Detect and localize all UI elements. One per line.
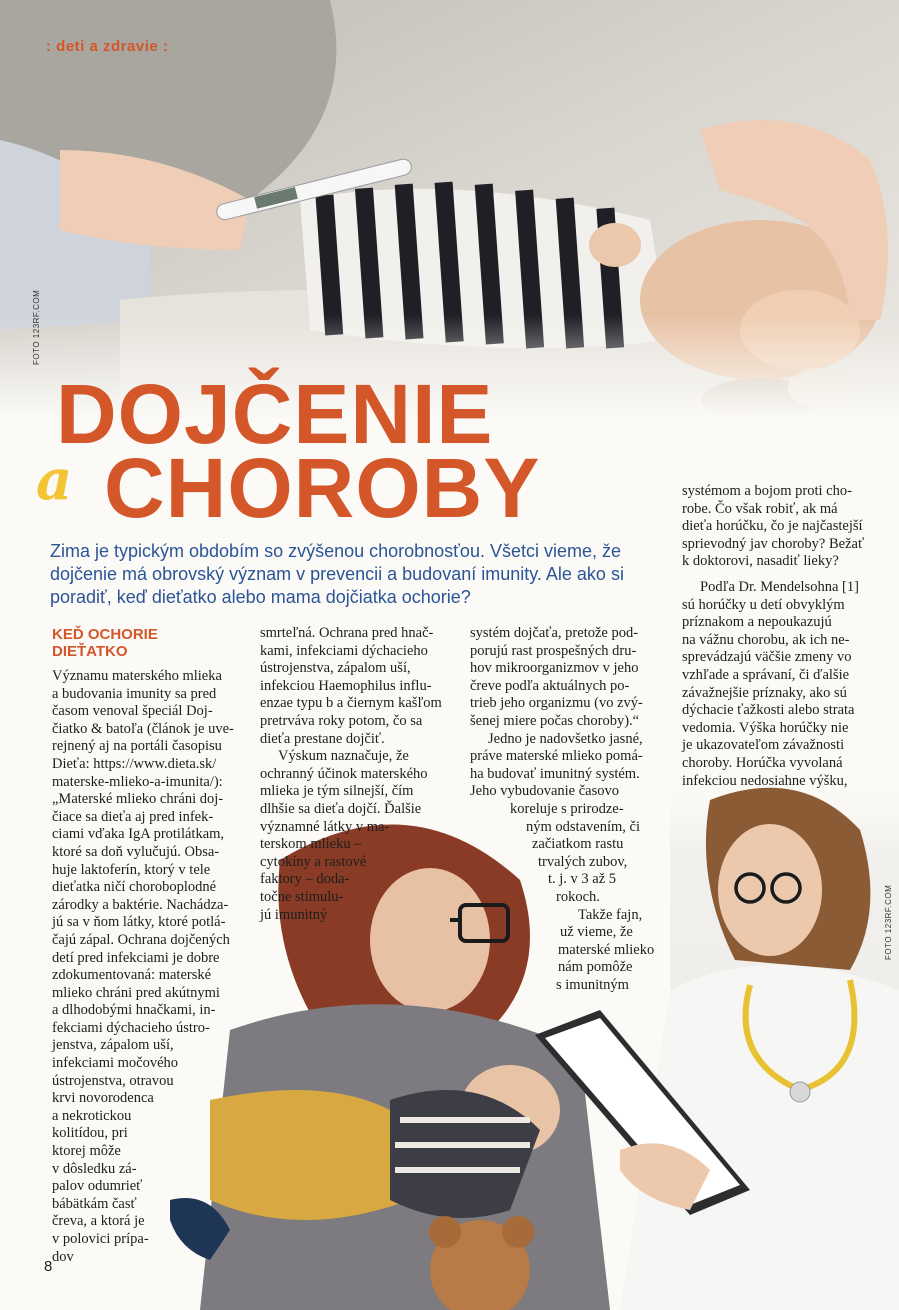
text-line: dieťa horúčku, čo je najčastejší bbox=[682, 518, 863, 535]
hero-photo-sick-baby bbox=[0, 0, 899, 420]
text-line: infekciou nedosiahne výšku, bbox=[682, 772, 848, 789]
text-line: kami, infekciami dýchacieho bbox=[260, 642, 428, 659]
text-line: materské mlieko bbox=[558, 941, 655, 958]
text-line: Významu materského mlieka bbox=[52, 668, 222, 684]
text-line: detí pred infekciami je dobre bbox=[52, 949, 220, 966]
text-line: Dieťa: https://www.dieta.sk/ bbox=[52, 755, 217, 772]
text-line: a budovania imunity sa pred bbox=[52, 685, 217, 702]
text-line: ústrojenstva, zápalom uší, bbox=[260, 660, 411, 677]
subheading-line-2: DIEŤATKO bbox=[52, 643, 128, 660]
text-line: a dlhodobými hnačkami, in- bbox=[52, 1002, 216, 1019]
text-line: ústrojenstva, otravou bbox=[52, 1072, 174, 1089]
text-line: bábätkám časť bbox=[52, 1195, 137, 1212]
text-line: dlhšie sa dieťa dojčí. Ďalšie bbox=[260, 800, 422, 817]
page-number: 8 bbox=[44, 1258, 53, 1275]
lead-paragraph bbox=[50, 540, 662, 609]
text-line: jú imunitný bbox=[260, 906, 328, 923]
text-line: časom venoval špeciál Doj- bbox=[52, 703, 213, 720]
text-line: Jeho vybudovanie časovo bbox=[470, 783, 619, 800]
subheading bbox=[52, 626, 158, 660]
article-column-3 bbox=[470, 625, 665, 994]
text-line: šenej miere počas choroby).“ bbox=[470, 712, 640, 729]
text-line: sú horúčky u detí obvyklým bbox=[682, 596, 845, 613]
text-line: v polovici prípa- bbox=[52, 1231, 149, 1247]
text-line: rejnený aj na portáli časopisu bbox=[52, 738, 222, 755]
text-line: zdokumentovaná: materské bbox=[52, 967, 212, 984]
text-line: točne stimulu- bbox=[260, 888, 344, 905]
text-line: ktorej môže bbox=[52, 1143, 121, 1160]
text-line: čiatko & batoľa (článok je uve- bbox=[52, 720, 234, 737]
text-line: „Materské mlieko chráni doj- bbox=[52, 791, 224, 808]
text-line: zárodky a baktérie. Nachádza- bbox=[52, 896, 229, 913]
text-line: mlieka je tým silnejší, čím bbox=[260, 783, 414, 800]
text-line: faktory – doda- bbox=[260, 871, 350, 888]
text-line: mlieko chráni pred akútnymi bbox=[52, 984, 220, 1001]
text-line: systém dojčaťa, pretože pod- bbox=[470, 625, 639, 641]
text-line: príznakom a nepoukazujú bbox=[682, 614, 832, 631]
text-line: cytokíny a rastové bbox=[260, 853, 367, 870]
text-line: palov odumrieť bbox=[52, 1178, 143, 1195]
text-line: Výskum naznačuje, že bbox=[278, 748, 409, 765]
text-line: a nekrotickou bbox=[52, 1107, 132, 1124]
text-line: smrteľná. Ochrana pred hnač- bbox=[260, 625, 434, 641]
text-line: pretrváva roky potom, čo sa bbox=[260, 712, 423, 729]
title-connector: a bbox=[36, 447, 73, 513]
text-line: infekciou Haemophilus influ- bbox=[260, 677, 432, 694]
text-line: ným odstavením, či bbox=[526, 818, 640, 835]
teddy-bear bbox=[429, 1216, 534, 1310]
text-line: jú sa v ňom látky, ktoré potlá- bbox=[52, 914, 226, 931]
text-line: vedomia. Výška horúčky nie bbox=[682, 719, 849, 736]
text-line: ciami vďaka IgA protilátkam, bbox=[52, 826, 225, 843]
text-line: dov bbox=[52, 1248, 74, 1265]
photo-credit-bottom: FOTO 123RF.COM bbox=[884, 884, 893, 960]
text-line: t. j. v 3 až 5 bbox=[548, 871, 617, 888]
text-line: koreluje s prirodze- bbox=[510, 800, 624, 817]
text-line: systémom a bojom proti cho- bbox=[682, 483, 852, 499]
text-line: huje laktoferín, ktorý v tele bbox=[52, 861, 211, 878]
text-line: Takže fajn, bbox=[578, 906, 643, 923]
article-column-2 bbox=[260, 625, 455, 924]
text-line: rokoch. bbox=[556, 888, 600, 905]
lead-text: Zima je typickým obdobím so zvýšenou chorobnosťou. Všetci vieme, že dojčenie má obrovský význam v prevencii a budovaní imunity. Ale ako si poradiť, keď dieťatko alebo mama dojčiatka ochorie? bbox=[50, 541, 624, 607]
text-line: už vieme, že bbox=[560, 924, 633, 941]
text-line: sprevádzajú väčšie zmeny vo bbox=[682, 649, 852, 666]
text-line: hov mikroorganizmov v jeho bbox=[470, 660, 639, 677]
text-line: čajú zápal. Ochrana dojčených bbox=[52, 931, 230, 948]
text-line: čreve podľa aktuálnych po- bbox=[470, 677, 630, 694]
text-line: začiatkom rastu bbox=[532, 836, 624, 853]
text-line: sprievodný jav choroby? Bežať bbox=[682, 535, 865, 552]
text-line: vzhľade a správaní, či ďalšie bbox=[682, 666, 850, 683]
article-column-4 bbox=[682, 483, 874, 790]
text-line: závažnejšie príznaky, ako sú bbox=[682, 684, 847, 701]
text-line: v dôsledku zá- bbox=[52, 1160, 137, 1177]
title-line-1: DOJČENIE bbox=[56, 367, 494, 461]
text-line: trvalých zubov, bbox=[538, 853, 628, 870]
subheading-line-1: KEĎ OCHORIE bbox=[52, 626, 158, 643]
article-column-1 bbox=[52, 668, 242, 1266]
text-line: robe. Čo však robiť, ak má bbox=[682, 500, 838, 517]
text-line: ktoré sa doň vylučujú. Obsa- bbox=[52, 843, 220, 860]
text-line: kolitídou, pri bbox=[52, 1125, 128, 1142]
text-line: enzae typu b a čiernym kašľom bbox=[260, 695, 442, 712]
text-line: čreva, a ktorá je bbox=[52, 1213, 145, 1230]
text-line: významné látky v ma- bbox=[260, 818, 390, 835]
text-line: Jedno je nadovšetko jasné, bbox=[488, 730, 643, 747]
text-line: krvi novorodenca bbox=[52, 1090, 154, 1107]
section-tag: : deti a zdravie : bbox=[46, 38, 169, 55]
text-line: ochranný účinok materského bbox=[260, 765, 428, 782]
text-line: na vážnu chorobu, ak ich ne- bbox=[682, 631, 850, 648]
text-line: práve materské mlieko pomá- bbox=[470, 748, 643, 765]
text-line: k doktorovi, nasadiť lieky? bbox=[682, 553, 839, 570]
text-line: trieb jeho organizmu (vo zvý- bbox=[470, 695, 643, 712]
text-line: Podľa Dr. Mendelsohna [1] bbox=[700, 578, 859, 595]
photo-credit-top: FOTO 123RF.COM bbox=[32, 289, 41, 365]
text-line: dýchacie ťažkosti alebo strata bbox=[682, 702, 855, 719]
text-line: fekciami dýchacieho ústro- bbox=[52, 1019, 210, 1036]
text-line: porujú rast prospešných dru- bbox=[470, 642, 637, 659]
text-line: nám pomôže bbox=[558, 959, 633, 976]
text-line: jenstva, zápalom uší, bbox=[52, 1037, 174, 1054]
text-line: terskom mlieku – bbox=[260, 836, 362, 853]
text-line: ha budovať imunitný systém. bbox=[470, 765, 640, 782]
text-line: infekciami močového bbox=[52, 1055, 179, 1072]
text-line: s imunitným bbox=[556, 976, 629, 993]
text-line: je ukazovateľom závažnosti bbox=[682, 737, 845, 754]
text-line: dieťatka ničí choroboplodné bbox=[52, 879, 217, 896]
text-line: dieťa prestane dojčiť. bbox=[260, 730, 385, 747]
text-line: čiace sa dieťa aj pred infek- bbox=[52, 808, 214, 825]
title-line-2: CHOROBY bbox=[104, 441, 541, 535]
text-line: materske-mlieko-a-imunita/): bbox=[52, 773, 223, 790]
text-line: choroby. Horúčka vyvolaná bbox=[682, 754, 843, 771]
